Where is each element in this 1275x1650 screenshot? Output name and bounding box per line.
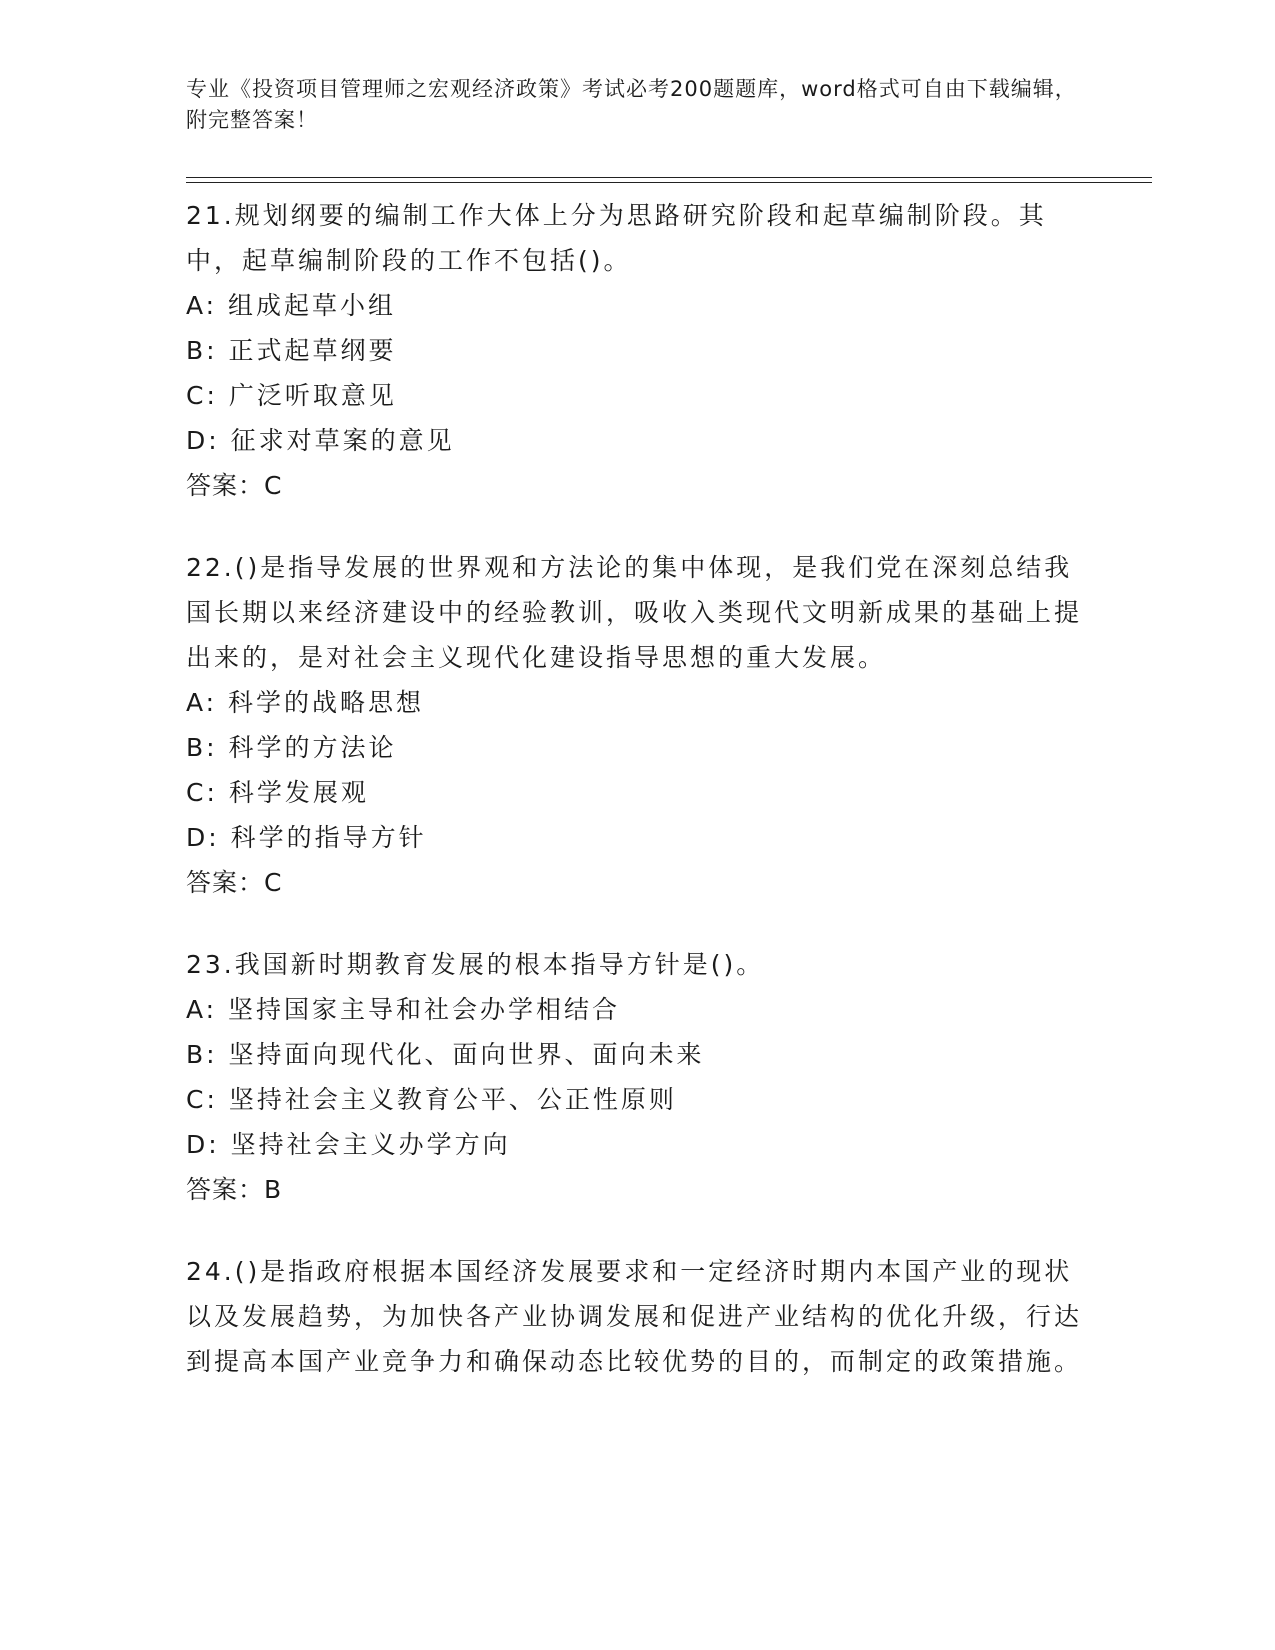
answer-label: 答案：B <box>186 1175 283 1204</box>
option-c: C: 坚持社会主义教育公平、公正性原则 <box>186 1085 677 1114</box>
answer-label: 答案：C <box>186 868 283 897</box>
question-stem: 23.我国新时期教育发展的根本指导方针是()。 <box>186 950 765 979</box>
option-a: A: 科学的战略思想 <box>186 688 425 717</box>
option-d: D: 坚持社会主义办学方向 <box>186 1130 511 1159</box>
question-stem: 22.()是指导发展的世界观和方法论的集中体现，是我们党在深刻总结我国长期以来经济建设中的经验教训，吸收入类现代文明新成果的基础上提出来的，是对社会主义现代化建设指导思想的重大发展。 <box>186 553 1083 672</box>
question-24 <box>186 1249 1086 1384</box>
option-c: C: 科学发展观 <box>186 778 369 807</box>
document-header: 专业《投资项目管理师之宏观经济政策》考试必考200题题库，word格式可自由下载编辑，附完整答案！ <box>186 77 1077 132</box>
question-23 <box>186 942 1086 1212</box>
option-c: C: 广泛听取意见 <box>186 381 397 410</box>
answer-label: 答案：C <box>186 471 283 500</box>
option-d: D: 征求对草案的意见 <box>186 426 455 455</box>
option-b: B: 科学的方法论 <box>186 733 397 762</box>
option-a: A: 组成起草小组 <box>186 291 397 320</box>
question-stem: 21.规划纲要的编制工作大体上分为思路研究阶段和起草编制阶段。其中，起草编制阶段的工作不包括()。 <box>186 201 1047 275</box>
question-stem: 24.()是指政府根据本国经济发展要求和一定经济时期内本国产业的现状以及发展趋势，为加快各产业协调发展和促进产业结构的优化升级，行达到提高本国产业竞争力和确保动态比较优势的目的，而制定的政策措施。 <box>186 1257 1083 1376</box>
header-divider-top <box>186 177 1152 178</box>
option-d: D: 科学的指导方针 <box>186 823 427 852</box>
question-list <box>186 193 1086 1421</box>
option-b: B: 坚持面向现代化、面向世界、面向未来 <box>186 1040 705 1069</box>
question-22 <box>186 545 1086 905</box>
header-divider-bottom <box>186 182 1152 183</box>
option-b: B: 正式起草纲要 <box>186 336 397 365</box>
question-21 <box>186 193 1086 508</box>
option-a: A: 坚持国家主导和社会办学相结合 <box>186 995 621 1024</box>
